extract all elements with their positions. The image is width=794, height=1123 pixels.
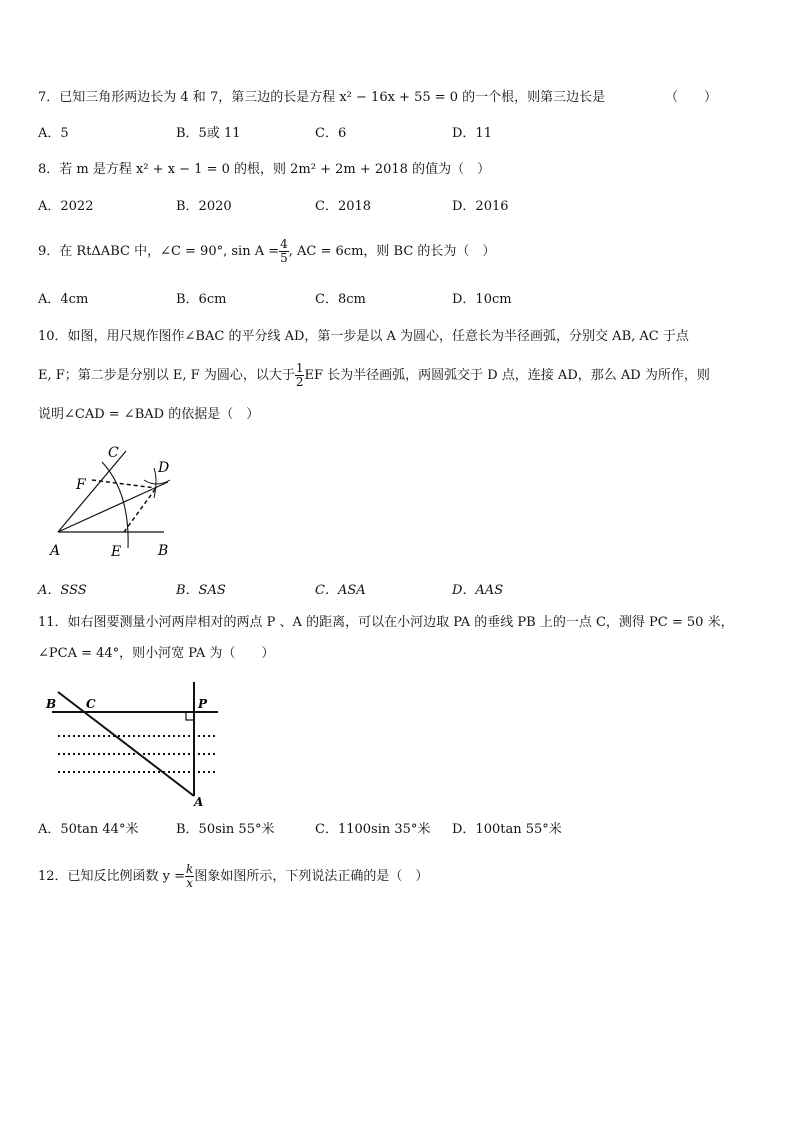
q10-stem-line3: 说明∠CAD = ∠BAD 的依据是（ ） — [38, 407, 260, 422]
q12-fraction-num: k — [186, 862, 194, 876]
q8-option-a: A．2022 — [38, 199, 94, 214]
q12-stem — [38, 859, 428, 895]
q10-label-c: C — [108, 445, 119, 461]
q8-option-b: B．2020 — [176, 199, 232, 214]
q10-ray-ac — [58, 451, 126, 532]
q10-bisector-ad — [58, 482, 168, 532]
q9-option-b: B．6cm — [176, 292, 227, 307]
q10-option-c: C．ASA — [315, 583, 366, 598]
q11-label-c: C — [86, 697, 96, 711]
q11-stem-line1: 11．如右图要测量小河两岸相对的两点 P 、A 的距离，可以在小河边取 PA 的垂线 PB 上的一点 C，测得 PC = 50 米， — [38, 615, 734, 630]
q10-line2-post: EF 长为半径画弧，两圆弧交于 D 点，连接 AD，那么 AD 为所作，则 — [304, 368, 710, 383]
q11-option-d: D．100tan 55°米 — [452, 822, 562, 837]
q10-option-b: B．SAS — [176, 583, 226, 598]
q11-option-c: C．1100sin 35°米 — [315, 822, 431, 837]
q12-fraction — [185, 863, 194, 890]
q12-stem-post: 图象如图所示，下列说法正确的是（ ） — [194, 869, 429, 884]
q10-label-b: B — [158, 543, 169, 559]
q7-stem: 7．已知三角形两边长为 4 和 7，第三边的长是方程 x² − 16x + 55 = 0 的一个根，则第三边长是 — [38, 90, 606, 105]
q11-stem-line2: ∠PCA = 44°，则小河宽 PA 为（ ） — [38, 646, 275, 661]
q10-option-a: A．SSS — [38, 583, 87, 598]
q10-label-d: D — [158, 460, 170, 476]
q8-option-c: C．2018 — [315, 199, 372, 214]
q10-line2-pre: E, F；第二步是分别以 E, F 为圆心，以大于 — [38, 368, 295, 383]
q10-label-f: F — [76, 477, 86, 493]
q11-label-p: P — [198, 697, 208, 711]
q8-stem: 8．若 m 是方程 x² + x − 1 = 0 的根，则 2m² + 2m + 2018 的值为（ ） — [38, 162, 491, 177]
q9-stem-pre: 9．在 RtΔABC 中，∠C = 90°, sin A = — [38, 244, 280, 259]
q8-option-d: D．2016 — [452, 199, 509, 214]
q7-option-a: A．5 — [38, 126, 69, 141]
q7-option-d: D．11 — [452, 126, 492, 141]
q7-option-b: B．5或 11 — [176, 126, 241, 141]
q10-stem-line2 — [38, 358, 710, 394]
q11-option-b: B．50sin 55°米 — [176, 822, 275, 837]
q9-option-d: D．10cm — [452, 292, 512, 307]
q12-stem-pre: 12．已知反比例函数 y = — [38, 869, 186, 884]
q11-option-a: A．50tan 44°米 — [38, 822, 139, 837]
q7-answer-paren: （ ） — [665, 90, 718, 105]
q9-fraction-num: 4 — [280, 237, 288, 251]
q9-option-c: C．8cm — [315, 292, 366, 307]
q9-fraction-den: 5 — [280, 251, 288, 265]
q7-option-c: C．6 — [315, 126, 347, 141]
q11-river-figure — [42, 680, 222, 808]
q11-right-angle-mark — [186, 712, 194, 720]
q9-option-a: A．4cm — [38, 292, 89, 307]
q11-label-b: B — [46, 697, 57, 711]
q11-segment-ca — [58, 692, 194, 796]
q10-fraction-den: 2 — [295, 375, 304, 389]
q10-label-e: E — [111, 544, 122, 560]
q10-arc-d2 — [154, 468, 156, 498]
q10-stem-line1: 10．如图，用尺规作图作∠BAC 的平分线 AD，第一步是以 A 为圆心，任意长为半径画弧，分别交 AB, AC 于点 — [38, 329, 689, 344]
q10-fraction-num: 1 — [295, 361, 304, 375]
q10-angle-bisector-figure — [40, 440, 190, 565]
q10-option-d: D．AAS — [452, 583, 504, 598]
q11-label-a: A — [194, 795, 204, 808]
q10-label-a: A — [50, 543, 61, 559]
q9-fraction — [279, 238, 289, 265]
q12-fraction-den: x — [186, 876, 194, 890]
q9-stem-post: , AC = 6cm，则 BC 的长为（ ） — [288, 244, 496, 259]
q9-stem — [38, 234, 495, 270]
